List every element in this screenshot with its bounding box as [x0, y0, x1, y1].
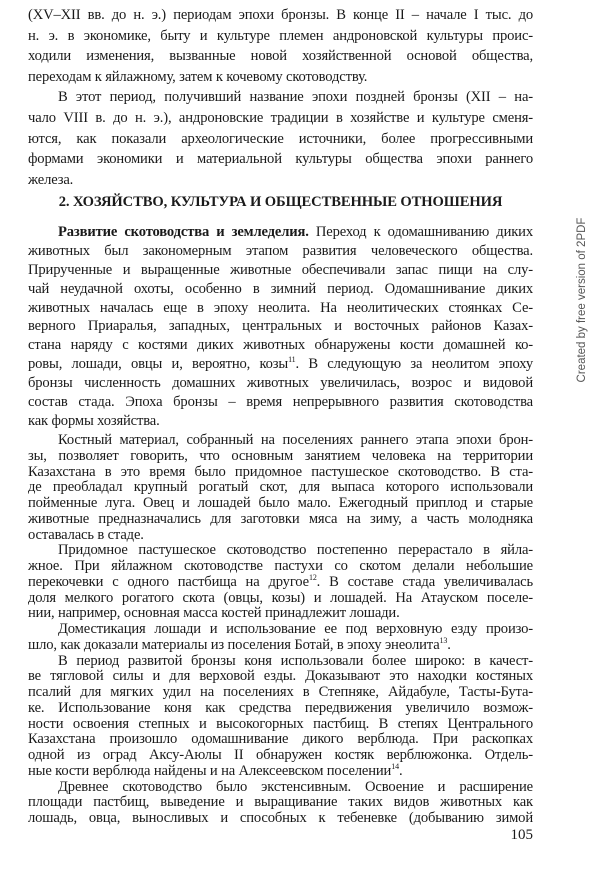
text-line	[28, 67, 533, 88]
text-line	[28, 669, 533, 685]
text-line	[28, 635, 533, 654]
text-line	[28, 465, 533, 481]
line-text: животных был закономерным этапом развития человеческого общества.	[28, 242, 533, 259]
text-line	[28, 242, 533, 261]
line-text: лошадь, овца, выносливых и способных к тебеневке (добыванию зимой	[28, 810, 533, 826]
line-text: ровы, лошади, овцы и, вероятно, козы	[28, 356, 289, 373]
page-number: 105	[510, 827, 533, 843]
line-text: переходам к яйлажному, затем к кочевому скотоводству.	[28, 68, 368, 85]
line-text: бронзы численность домашних животных увеличилась, возрос и видовой	[28, 375, 533, 392]
text-line	[28, 748, 533, 764]
line-text: Костный материал, собранный на поселениях раннего этапа эпохи брон-	[58, 432, 533, 448]
text-line	[28, 572, 533, 591]
line-text: шло, как доказали материалы из поселения Ботай, в эпоху энеолита	[28, 636, 440, 653]
line-text: стана наряду с костями диких животных обнаружены кости домашней ко-	[28, 337, 533, 354]
section-heading: 2. ХОЗЯЙСТВО, КУЛЬТУРА И ОБЩЕСТВЕННЫЕ ОТНОШЕНИЯ	[58, 194, 503, 210]
line-text: ке. Использование коня как средства передвижения увеличило возмож-	[28, 699, 533, 716]
paragraph	[28, 5, 533, 87]
text-line	[28, 355, 533, 374]
line-text: площади пастбищ, выведение и выращивание таких видов животных как	[28, 794, 533, 811]
line-text: ве тягловой силы и для верховой езды. Доказывают это находки костяных	[28, 668, 533, 685]
line-text: перекочевки с одного пастбища на другое	[28, 573, 309, 590]
text-block-body	[28, 433, 533, 827]
paragraph	[28, 780, 533, 827]
text-line	[28, 393, 533, 412]
text-line	[28, 46, 533, 67]
line-text: жное. При яйлажном скотоводстве пастухи со скотом делали небольшие	[28, 558, 533, 574]
paragraph	[28, 433, 533, 543]
text-line	[28, 108, 533, 129]
text-line	[28, 543, 533, 559]
text-line	[28, 449, 533, 465]
paragraph	[28, 87, 533, 190]
text-line	[28, 374, 533, 393]
text-line	[28, 26, 533, 47]
text-line	[28, 223, 533, 242]
text-line	[28, 761, 533, 780]
line-text: зы, позволяет говорить, что основным занятием человека на территории	[28, 447, 533, 464]
paragraph-lead-heading: Развитие скотоводства и земледелия.	[58, 224, 309, 240]
line-text: железа.	[28, 171, 74, 188]
paragraph	[28, 223, 533, 431]
text-line	[28, 412, 533, 431]
line-text: состав стада. Эпоха бронзы – время непрерывного развития скотоводства	[28, 394, 533, 411]
text-line	[28, 685, 533, 701]
footnote-reference: 14	[391, 761, 399, 771]
text-block-section-start	[28, 223, 533, 431]
line-text: (XV–XII вв. до н. э.) периодам эпохи бронзы. В конце II – начале I тыс. до	[28, 7, 533, 23]
text-line	[28, 795, 533, 811]
text-line	[28, 5, 533, 26]
text-line	[28, 622, 533, 638]
text-line	[28, 87, 533, 108]
line-text: ются, как показали археологические источники, более прогрессивными	[28, 130, 533, 147]
text-line	[28, 433, 533, 449]
line-text: В период развитой бронзы коня использовали более широко: в качест-	[58, 652, 533, 669]
line-text: Древнее скотоводство было экстенсивным. Освоение и расширение	[58, 778, 533, 795]
text-line	[28, 528, 533, 544]
line-text: Переход к одомашниванию диких	[308, 224, 533, 240]
line-text: формами экономики и материальной культуры общества эпохи раннего	[28, 151, 533, 168]
line-text: Придомное пастушеское скотоводство постепенно перерастало в яйла-	[58, 542, 533, 559]
text-line	[28, 299, 533, 318]
line-text: н. э. в экономике, быту и культуре племен андроновской культуры проис-	[28, 27, 533, 44]
text-line	[28, 717, 533, 733]
line-text: чало VIII в. до н. э.), андроновские традиции в хозяйстве и культуре сменя-	[28, 109, 533, 126]
line-text: чай неудачной охоты, особенно в зимний период. Одомашнивание диких	[28, 280, 533, 297]
line-text: псалий для мягких удил на поселениях в Степняке, Айдабуле, Тасты-Бута-	[28, 684, 533, 700]
text-line	[28, 149, 533, 170]
footnote-reference: 11	[288, 355, 296, 365]
line-text: ходили изменения, вызванные новой хозяйственной основой общества,	[28, 48, 533, 65]
text-line	[28, 336, 533, 355]
line-text: как формы хозяйства.	[28, 412, 160, 429]
line-text: животные предназначались для заготовки мяса на зиму, а часть молодняка	[28, 510, 533, 527]
text-line	[28, 591, 533, 607]
line-text: доля мелкого рогатого скота (овцы, козы) и лошадей. На Атауском поселе-	[28, 589, 533, 606]
line-text: Доместикация лошади и использование ее под верховную езду произо-	[58, 621, 533, 637]
line-text: де преобладал крупный рогатый скот, для выпаса которого использовали	[28, 479, 533, 496]
paragraph	[28, 622, 533, 654]
text-line	[28, 170, 533, 191]
paragraph	[28, 543, 533, 622]
text-line	[28, 732, 533, 748]
line-text: . В составе стада увеличивалась	[316, 573, 533, 590]
line-text: Казахстана произошло одомашнивание дикого верблюда. При раскопках	[28, 731, 533, 748]
text-line	[28, 811, 533, 827]
text-line	[28, 129, 533, 150]
line-text: В этот период, получивший название эпохи поздней бронзы (XII – на-	[58, 89, 533, 106]
text-line	[28, 701, 533, 717]
text-line	[28, 261, 533, 280]
line-text: животных началась еще в эпоху неолита. На неолитических стоянках Се-	[28, 299, 533, 316]
line-text: Казахстана в это время было придомное пастушеское скотоводство. В ста-	[28, 463, 533, 480]
line-text: ности освоения степных и высокогорных пастбищ. В степях Центрального	[28, 715, 533, 732]
line-text: оставалась в стаде.	[28, 526, 144, 543]
line-text: Прирученные и выращенные животные обеспечивали запас пищи на слу-	[28, 261, 533, 278]
text-line	[28, 654, 533, 670]
text-line	[28, 317, 533, 336]
text-line	[28, 480, 533, 496]
text-line	[28, 496, 533, 512]
watermark: Created by free version of 2PDF	[576, 217, 588, 383]
text-block-intro	[28, 5, 533, 190]
line-text: нии, например, основная масса костей принадлежит лошади.	[28, 605, 400, 622]
line-text: одной из оград Аксу-Аюлы II обнаружен костяк верблюжонка. Отдель-	[28, 747, 533, 763]
text-line	[28, 780, 533, 796]
line-text: .	[398, 762, 403, 779]
text-line	[28, 559, 533, 575]
line-text: ные кости верблюда найдены и на Алексеевском поселении	[28, 762, 392, 779]
line-text: пойменные луга. Овец и лошадей было мало. Ежегодный приплод и старые	[28, 495, 533, 511]
footnote-reference: 13	[439, 635, 448, 645]
footnote-reference: 12	[308, 572, 317, 582]
paragraph	[28, 654, 533, 780]
line-text: верного Приаралья, западных, центральных и восточных районов Казах-	[28, 318, 533, 335]
text-line	[28, 606, 533, 622]
line-text: . В следующую за неолитом эпоху	[295, 356, 533, 373]
text-line	[28, 280, 533, 299]
line-text: .	[447, 636, 451, 653]
text-line	[28, 512, 533, 528]
